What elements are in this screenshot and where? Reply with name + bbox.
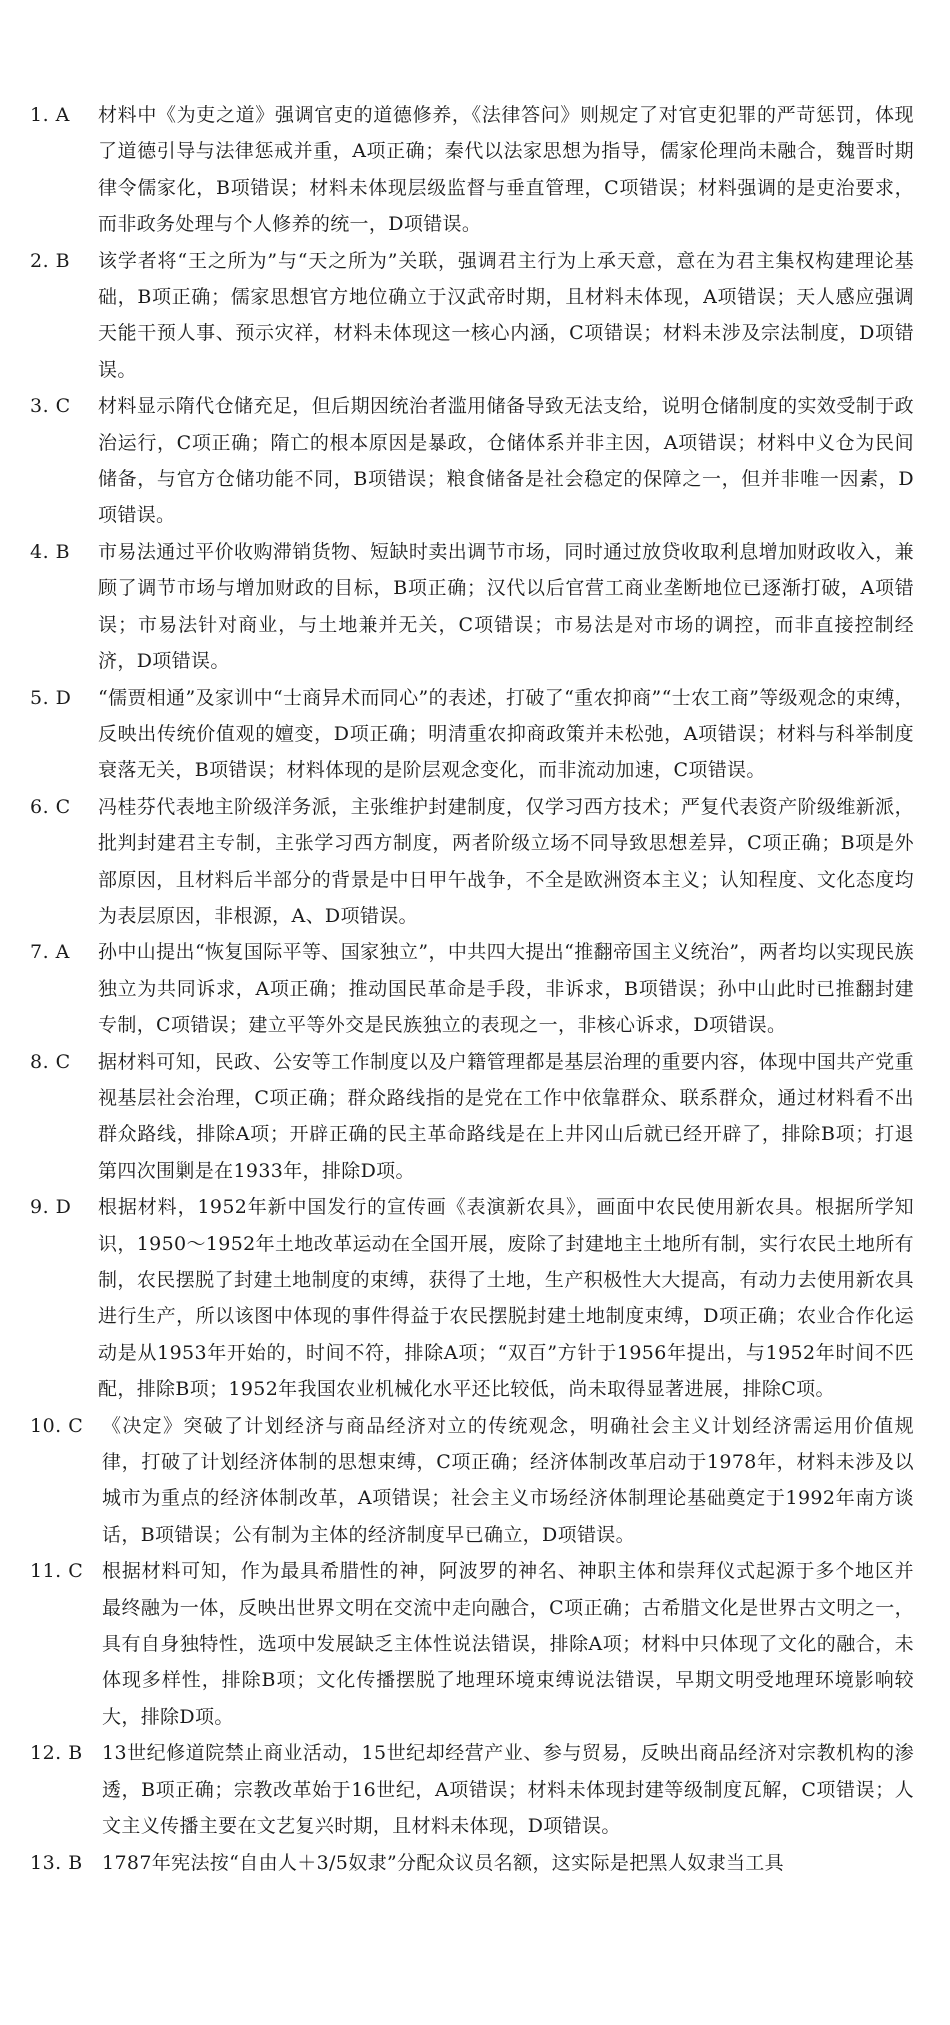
- answer-item-3: [30, 388, 914, 534]
- answer-item-2: [30, 243, 914, 389]
- answer-explanation: 材料中《为吏之道》强调官吏的道德修养，《法律答问》则规定了对官吏犯罪的严苛惩罚，体现了道德引导与法律惩戒并重，A项正确；秦代以法家思想为指导，儒家伦理尚未融合，魏晋时期律令儒家化，B项错误；材料未体现层级监督与垂直管理，C项错误；材料强调的是吏治要求，而非政务处理与个人修养的统一，D项错误。: [98, 104, 914, 236]
- answer-explanation: “儒贾相通”及家训中“士商异术而同心”的表述，打破了“重农抑商”“士农工商”等级观念的束缚，反映出传统价值观的嬗变，D项正确；明清重农抑商政策并未松弛，A项错误；材料与科举制度衰落无关，B项错误；材料体现的是阶层观念变化，而非流动加速，C项错误。: [98, 686, 914, 782]
- answer-item-12: [30, 1735, 914, 1844]
- answer-item-8: [30, 1044, 914, 1190]
- answer-number: 1. A: [30, 104, 70, 126]
- answer-item-7: [30, 934, 914, 1043]
- answer-number: 13. B: [30, 1851, 83, 1874]
- answer-item-10: [30, 1408, 914, 1554]
- answer-item-1: [30, 97, 914, 243]
- answer-number: 11. C: [30, 1560, 84, 1583]
- answer-number: 3. C: [30, 395, 71, 418]
- answer-item-9: [30, 1189, 914, 1407]
- answer-number: 12. B: [30, 1742, 83, 1765]
- answer-explanation: 市易法通过平价收购滞销货物、短缺时卖出调节市场，同时通过放贷收取利息增加财政收入，兼顾了调节市场与增加财政的目标，B项正确；汉代以后官营工商业垄断地位已逐渐打破，A项错误；市易法针对商业，与土地兼并无关，C项错误；市易法是对市场的调控，而非直接控制经济，D项错误。: [98, 540, 914, 673]
- answer-explanation: 该学者将“王之所为”与“天之所为”关联，强调君主行为上承天意，意在为君主集权构建理论基础，B项正确；儒家思想官方地位确立于汉武帝时期，且材料未体现，A项错误；天人感应强调天能干预人事、预示灾祥，材料未体现这一核心内涵，C项错误；材料未涉及宗法制度，D项错误。: [98, 249, 914, 381]
- answer-number: 7. A: [30, 941, 70, 964]
- answer-number: 10. C: [30, 1414, 84, 1437]
- answer-item-4: [30, 534, 914, 680]
- answer-number: 6. C: [30, 795, 71, 818]
- answer-explanation: 孙中山提出“恢复国际平等、国家独立”，中共四大提出“推翻帝国主义统治”，两者均以实现民族独立为共同诉求，A项正确；推动国民革命是手段，非诉求，B项错误；孙中山此时已推翻封建专制，C项错误；建立平等外交是民族独立的表现之一，非核心诉求，D项错误。: [98, 941, 914, 1037]
- answer-explanation: 13世纪修道院禁止商业活动，15世纪却经营产业、参与贸易，反映出商品经济对宗教机构的渗透，B项正确；宗教改革始于16世纪，A项错误；材料未体现封建等级制度瓦解，C项错误；人文主义传播主要在文艺复兴时期，且材料未体现，D项错误。: [102, 1742, 914, 1838]
- answer-number: 4. B: [30, 540, 71, 563]
- answer-explanation: 冯桂芬代表地主阶级洋务派，主张维护封建制度，仅学习西方技术；严复代表资产阶级维新派，批判封建君主专制，主张学习西方制度，两者阶级立场不同导致思想差异，C项正确；B项是外部原因，且材料后半部分的背景是中日甲午战争，不全是欧洲资本主义；认知程度、文化态度均为表层原因，非根源，A、D项错误。: [98, 795, 914, 927]
- answer-number: 5. D: [30, 686, 72, 709]
- answer-number: 8. C: [30, 1050, 71, 1073]
- answer-number: 2. B: [30, 249, 71, 272]
- answer-item-11: [30, 1553, 914, 1735]
- answer-explanation: 据材料可知，民政、公安等工作制度以及户籍管理都是基层治理的重要内容，体现中国共产党重视基层社会治理，C项正确；群众路线指的是党在工作中依靠群众、联系群众，通过材料看不出群众路线，排除A项；开辟正确的民主革命路线是在上井冈山后就已经开辟了，排除B项；打退第四次围剿是在1933年，排除D项。: [98, 1050, 914, 1182]
- answer-explanation: 根据材料，1952年新中国发行的宣传画《表演新农具》，画面中农民使用新农具。根据所学知识，1950～1952年土地改革运动在全国开展，废除了封建地主土地所有制，实行农民土地所有制，农民摆脱了封建土地制度的束缚，获得了土地，生产积极性大大提高，有动力去使用新农具进行生产，所以该图中体现的事件得益于农民摆脱封建土地制度束缚，D项正确；农业合作化运动是从1953年开始的，时间不符，排除A项；“双百”方针于1956年提出，与1952年时间不匹配，排除B项；1952年我国农业机械化水平还比较低，尚未取得显著进展，排除C项。: [98, 1196, 914, 1401]
- answer-item-13: [30, 1845, 914, 1881]
- answer-explanation: 材料显示隋代仓储充足，但后期因统治者滥用储备导致无法支给，说明仓储制度的实效受制于政治运行，C项正确；隋亡的根本原因是暴政，仓储体系并非主因，A项错误；材料中义仓为民间储备，与官方仓储功能不同，B项错误；粮食储备是社会稳定的保障之一，但并非唯一因素，D项错误。: [98, 395, 914, 527]
- answer-explanation: 1787年宪法按“自由人＋3/5奴隶”分配众议员名额，这实际是把黑人奴隶当工具: [102, 1851, 785, 1874]
- answer-item-5: [30, 680, 914, 789]
- answer-explanation: 根据材料可知，作为最具希腊性的神，阿波罗的神名、神职主体和崇拜仪式起源于多个地区并最终融为一体，反映出世界文明在交流中走向融合，C项正确；古希腊文化是世界古文明之一，具有自身独特性，选项中发展缺乏主体性说法错误，排除A项；材料中只体现了文化的融合，未体现多样性，排除B项；文化传播摆脱了地理环境束缚说法错误，早期文明受地理环境影响较大，排除D项。: [102, 1560, 914, 1728]
- answer-explanation: 《决定》突破了计划经济与商品经济对立的传统观念，明确社会主义计划经济需运用价值规律，打破了计划经济体制的思想束缚，C项正确；经济体制改革启动于1978年，材料未涉及以城市为重点的经济体制改革，A项错误；社会主义市场经济体制理论基础奠定于1992年南方谈话，B项错误；公有制为主体的经济制度早已确立，D项错误。: [102, 1414, 914, 1546]
- answer-item-6: [30, 789, 914, 935]
- answer-number: 9. D: [30, 1196, 72, 1219]
